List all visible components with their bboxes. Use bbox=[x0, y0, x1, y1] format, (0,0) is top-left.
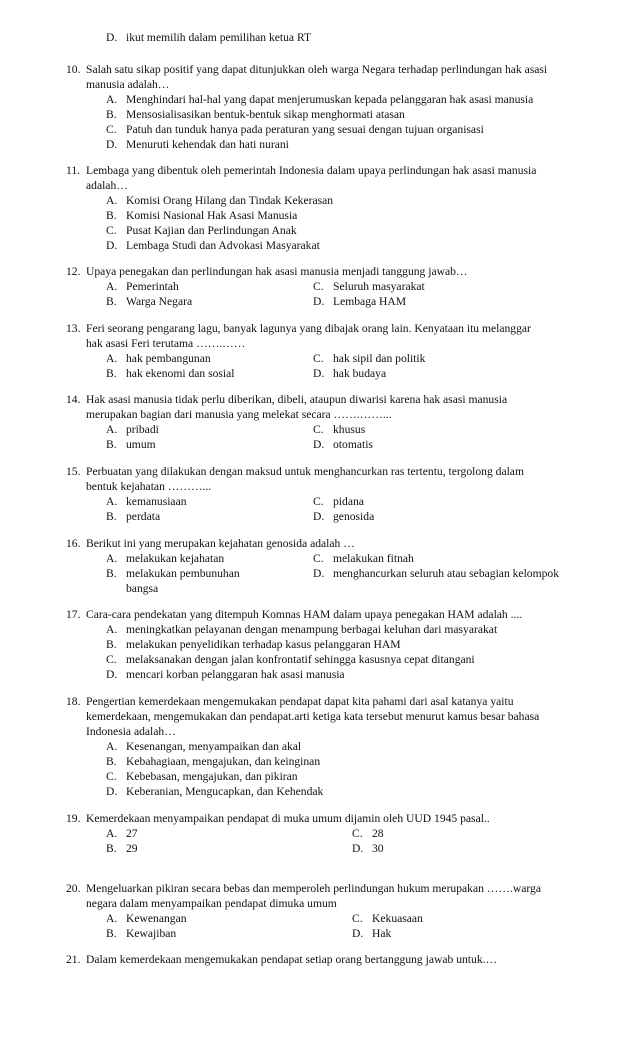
option-text: Kebebasan, mengajukan, dan pikiran bbox=[126, 770, 298, 783]
option-text: Kesenangan, menyampaikan dan akal bbox=[126, 740, 302, 753]
option-text: hak budaya bbox=[333, 367, 387, 380]
option-letter: B. bbox=[106, 438, 117, 451]
option-letter: A. bbox=[106, 552, 118, 565]
option-letter: D. bbox=[313, 438, 325, 451]
option-letter: B. bbox=[106, 638, 117, 651]
option-text: Komisi Orang Hilang dan Tindak Kekerasan bbox=[126, 194, 334, 207]
option-letter: A. bbox=[106, 423, 118, 436]
option-letter: D. bbox=[352, 927, 364, 940]
option-item bbox=[106, 509, 160, 524]
option-text: pidana bbox=[333, 495, 364, 508]
option-text: Keberanian, Mengucapkan, dan Kehendak bbox=[126, 785, 324, 798]
option-item bbox=[106, 351, 211, 366]
question-stem: Dalam kemerdekaan mengemukakan pendapat setiap orang bertanggung jawab untuk.… bbox=[86, 953, 498, 966]
option-letter: D. bbox=[313, 295, 325, 308]
option-item bbox=[313, 351, 425, 366]
option-letter: A. bbox=[106, 194, 118, 207]
option-item bbox=[313, 279, 425, 294]
option-text: Kekuasaan bbox=[372, 912, 423, 925]
question-number: 19. bbox=[66, 812, 81, 825]
question-number: 20. bbox=[66, 882, 81, 895]
option-text: hak ekenomi dan sosial bbox=[126, 367, 235, 380]
option-letter: D. bbox=[313, 567, 325, 580]
option-item bbox=[106, 279, 179, 294]
option-letter: B. bbox=[106, 108, 117, 121]
option-letter: D. bbox=[106, 785, 118, 798]
question-number: 16. bbox=[66, 537, 81, 550]
option-letter: A. bbox=[106, 827, 118, 840]
option-item bbox=[106, 208, 297, 223]
option-letter: A. bbox=[106, 280, 118, 293]
option-text: 27 bbox=[126, 827, 138, 840]
option-letter: A. bbox=[106, 495, 118, 508]
option-item bbox=[352, 841, 384, 856]
option-item bbox=[106, 667, 345, 682]
option-text: melaksanakan dengan jalan konfrontatif sehingga kasusnya cepat ditangani bbox=[126, 653, 475, 666]
option-letter: C. bbox=[313, 423, 324, 436]
option-letter: C. bbox=[106, 653, 117, 666]
option-text: melakukan penyelidikan terhadap kasus pelanggaran HAM bbox=[126, 638, 401, 651]
option-text: Kebahagiaan, mengajukan, dan keinginan bbox=[126, 755, 321, 768]
option-letter: A. bbox=[106, 912, 118, 925]
option-letter: A. bbox=[106, 740, 118, 753]
option-item bbox=[106, 238, 320, 253]
option-item bbox=[352, 911, 423, 926]
option-letter: C. bbox=[106, 770, 117, 783]
option-text: Lembaga HAM bbox=[333, 295, 407, 308]
option-text: melakukan kejahatan bbox=[126, 552, 225, 565]
option-item bbox=[106, 566, 240, 581]
question-stem: kemerdekaan, mengemukakan dan pendapat.arti ketiga kata tersebut menurut kamus besar bahasa bbox=[86, 710, 540, 723]
option-letter: D. bbox=[106, 31, 118, 44]
option-letter: C. bbox=[106, 123, 117, 136]
option-text: perdata bbox=[126, 510, 161, 523]
option-item bbox=[106, 193, 333, 208]
question-stem: Feri seorang pengarang lagu, banyak lagunya yang dibajak orang lain. Kenyataan itu melanggar bbox=[86, 322, 531, 335]
option-letter: A. bbox=[106, 93, 118, 106]
option-item bbox=[106, 911, 187, 926]
option-text: Pemerintah bbox=[126, 280, 179, 293]
option-item bbox=[106, 137, 289, 152]
question-stem: Mengeluarkan pikiran secara bebas dan memperoleh perlindungan hukum merupakan …….warga bbox=[86, 882, 542, 895]
option-item bbox=[106, 494, 187, 509]
option-letter: B. bbox=[106, 510, 117, 523]
option-text: hak sipil dan politik bbox=[333, 352, 426, 365]
question-stem: Hak asasi manusia tidak perlu diberikan, dibeli, ataupun diwarisi karena hak asasi manusia bbox=[86, 393, 508, 406]
option-text: Kewenangan bbox=[126, 912, 187, 925]
option-item bbox=[106, 841, 138, 856]
option-item bbox=[106, 294, 192, 309]
option-text: ikut memilih dalam pemilihan ketua RT bbox=[126, 31, 312, 44]
option-item bbox=[106, 92, 533, 107]
question-stem: merupakan bagian dari manusia yang melekat secara …….……... bbox=[86, 408, 392, 421]
option-letter: C. bbox=[313, 352, 324, 365]
option-letter: D. bbox=[106, 668, 118, 681]
option-letter: C. bbox=[106, 224, 117, 237]
option-text: kemanusiaan bbox=[126, 495, 187, 508]
option-letter: B. bbox=[106, 842, 117, 855]
question-number: 21. bbox=[66, 953, 81, 966]
option-text: khusus bbox=[333, 423, 366, 436]
option-item bbox=[313, 509, 374, 524]
option-letter: C. bbox=[313, 495, 324, 508]
question-number: 11. bbox=[66, 164, 81, 177]
option-text: Lembaga Studi dan Advokasi Masyarakat bbox=[126, 239, 320, 252]
option-text: Pusat Kajian dan Perlindungan Anak bbox=[126, 224, 297, 237]
option-item bbox=[106, 826, 138, 841]
option-item bbox=[106, 637, 401, 652]
question-number: 10. bbox=[66, 63, 81, 76]
question-stem: Berikut ini yang merupakan kejahatan genosida adalah … bbox=[86, 537, 355, 550]
option-text: Komisi Nasional Hak Asasi Manusia bbox=[126, 209, 298, 222]
option-item bbox=[313, 551, 414, 566]
option-item bbox=[313, 494, 364, 509]
question-stem: Lembaga yang dibentuk oleh pemerintah Indonesia dalam upaya perlindungan hak asasi manusia bbox=[86, 164, 537, 177]
option-item bbox=[313, 422, 365, 437]
question-stem: hak asasi Feri terutama …….…… bbox=[86, 337, 246, 350]
option-text: umum bbox=[126, 438, 156, 451]
option-letter: D. bbox=[313, 367, 325, 380]
option-item bbox=[106, 739, 301, 754]
option-letter: C. bbox=[313, 552, 324, 565]
option-letter: B. bbox=[106, 755, 117, 768]
option-letter: C. bbox=[352, 912, 363, 925]
question-number: 18. bbox=[66, 695, 81, 708]
option-item bbox=[313, 294, 406, 309]
option-item bbox=[352, 926, 391, 941]
option-letter: A. bbox=[106, 352, 118, 365]
option-item bbox=[106, 422, 159, 437]
question-stem: Upaya penegakan dan perlindungan hak asasi manusia menjadi tanggung jawab… bbox=[86, 265, 468, 278]
option-text: mencari korban pelanggaran hak asasi manusia bbox=[126, 668, 345, 681]
option-item bbox=[106, 366, 235, 381]
option-letter: A. bbox=[106, 623, 118, 636]
option-item bbox=[106, 622, 497, 637]
option-item bbox=[106, 652, 475, 667]
option-item bbox=[313, 566, 559, 581]
question-stem: manusia adalah… bbox=[86, 78, 170, 91]
option-text-continued: bangsa bbox=[126, 582, 159, 595]
option-letter: D. bbox=[352, 842, 364, 855]
question-number: 13. bbox=[66, 322, 81, 335]
option-item bbox=[106, 122, 484, 137]
option-letter: C. bbox=[352, 827, 363, 840]
question-number: 15. bbox=[66, 465, 81, 478]
option-letter: B. bbox=[106, 927, 117, 940]
option-text: Mensosialisasikan bentuk-bentuk sikap menghormati atasan bbox=[126, 108, 405, 121]
option-text: 29 bbox=[126, 842, 138, 855]
option-letter: D. bbox=[106, 239, 118, 252]
question-stem: Salah satu sikap positif yang dapat ditunjukkan oleh warga Negara terhadap perlindungan hak asasi bbox=[86, 63, 548, 76]
option-letter: B. bbox=[106, 567, 117, 580]
option-item bbox=[106, 784, 323, 799]
option-letter: B. bbox=[106, 209, 117, 222]
option-item bbox=[313, 366, 386, 381]
option-text: melakukan fitnah bbox=[333, 552, 414, 565]
option-item bbox=[106, 754, 320, 769]
question-stem: Pengertian kemerdekaan mengemukakan pendapat dapat kita pahami dari asal katanya yaitu bbox=[86, 695, 514, 708]
option-letter: B. bbox=[106, 367, 117, 380]
question-stem: Perbuatan yang dilakukan dengan maksud untuk menghancurkan ras tertentu, tergolong dalam bbox=[86, 465, 524, 478]
option-text: Kewajiban bbox=[126, 927, 177, 940]
option-letter: D. bbox=[106, 138, 118, 151]
question-number: 17. bbox=[66, 608, 81, 621]
option-item bbox=[106, 223, 297, 238]
option-text: Patuh dan tunduk hanya pada peraturan yang sesuai dengan tujuan organisasi bbox=[126, 123, 484, 136]
option-text: meningkatkan pelayanan dengan menampung berbagai keluhan dari masyarakat bbox=[126, 623, 498, 636]
option-item bbox=[106, 437, 156, 452]
option-item bbox=[352, 826, 384, 841]
question-stem: adalah… bbox=[86, 179, 128, 192]
option-text: otomatis bbox=[333, 438, 373, 451]
option-text: genosida bbox=[333, 510, 375, 523]
question-stem: bentuk kejahatan ………... bbox=[86, 480, 212, 493]
question-stem: Indonesia adalah… bbox=[86, 725, 176, 738]
question-number: 14. bbox=[66, 393, 81, 406]
option-text: hak pembangunan bbox=[126, 352, 211, 365]
option-item bbox=[106, 107, 405, 122]
option-text: Hak bbox=[372, 927, 392, 940]
option-item bbox=[106, 769, 298, 784]
question-number: 12. bbox=[66, 265, 81, 278]
option-letter: D. bbox=[313, 510, 325, 523]
question-stem: negara dalam menyampaikan pendapat dimuka umum bbox=[86, 897, 337, 910]
option-text: 28 bbox=[372, 827, 384, 840]
option-text: Menghindari hal-hal yang dapat menjerumuskan kepada pelanggaran hak asasi manusia bbox=[126, 93, 534, 106]
option-text: Warga Negara bbox=[126, 295, 193, 308]
option-letter: C. bbox=[313, 280, 324, 293]
option-text: Menuruti kehendak dan hati nurani bbox=[126, 138, 289, 151]
option-letter: B. bbox=[106, 295, 117, 308]
option-item bbox=[106, 926, 176, 941]
option-item bbox=[106, 30, 311, 45]
option-item bbox=[106, 551, 224, 566]
option-text: Seluruh masyarakat bbox=[333, 280, 425, 293]
option-text: melakukan pembunuhan bbox=[126, 567, 240, 580]
option-text: pribadi bbox=[126, 423, 159, 436]
question-stem: Kemerdekaan menyampaikan pendapat di muka umum dijamin oleh UUD 1945 pasal.. bbox=[86, 812, 490, 825]
option-text: menghancurkan seluruh atau sebagian kelompok bbox=[333, 567, 560, 580]
option-text: 30 bbox=[372, 842, 384, 855]
question-stem: Cara-cara pendekatan yang ditempuh Komnas HAM dalam upaya penegakan HAM adalah .... bbox=[86, 608, 523, 621]
option-item bbox=[313, 437, 373, 452]
